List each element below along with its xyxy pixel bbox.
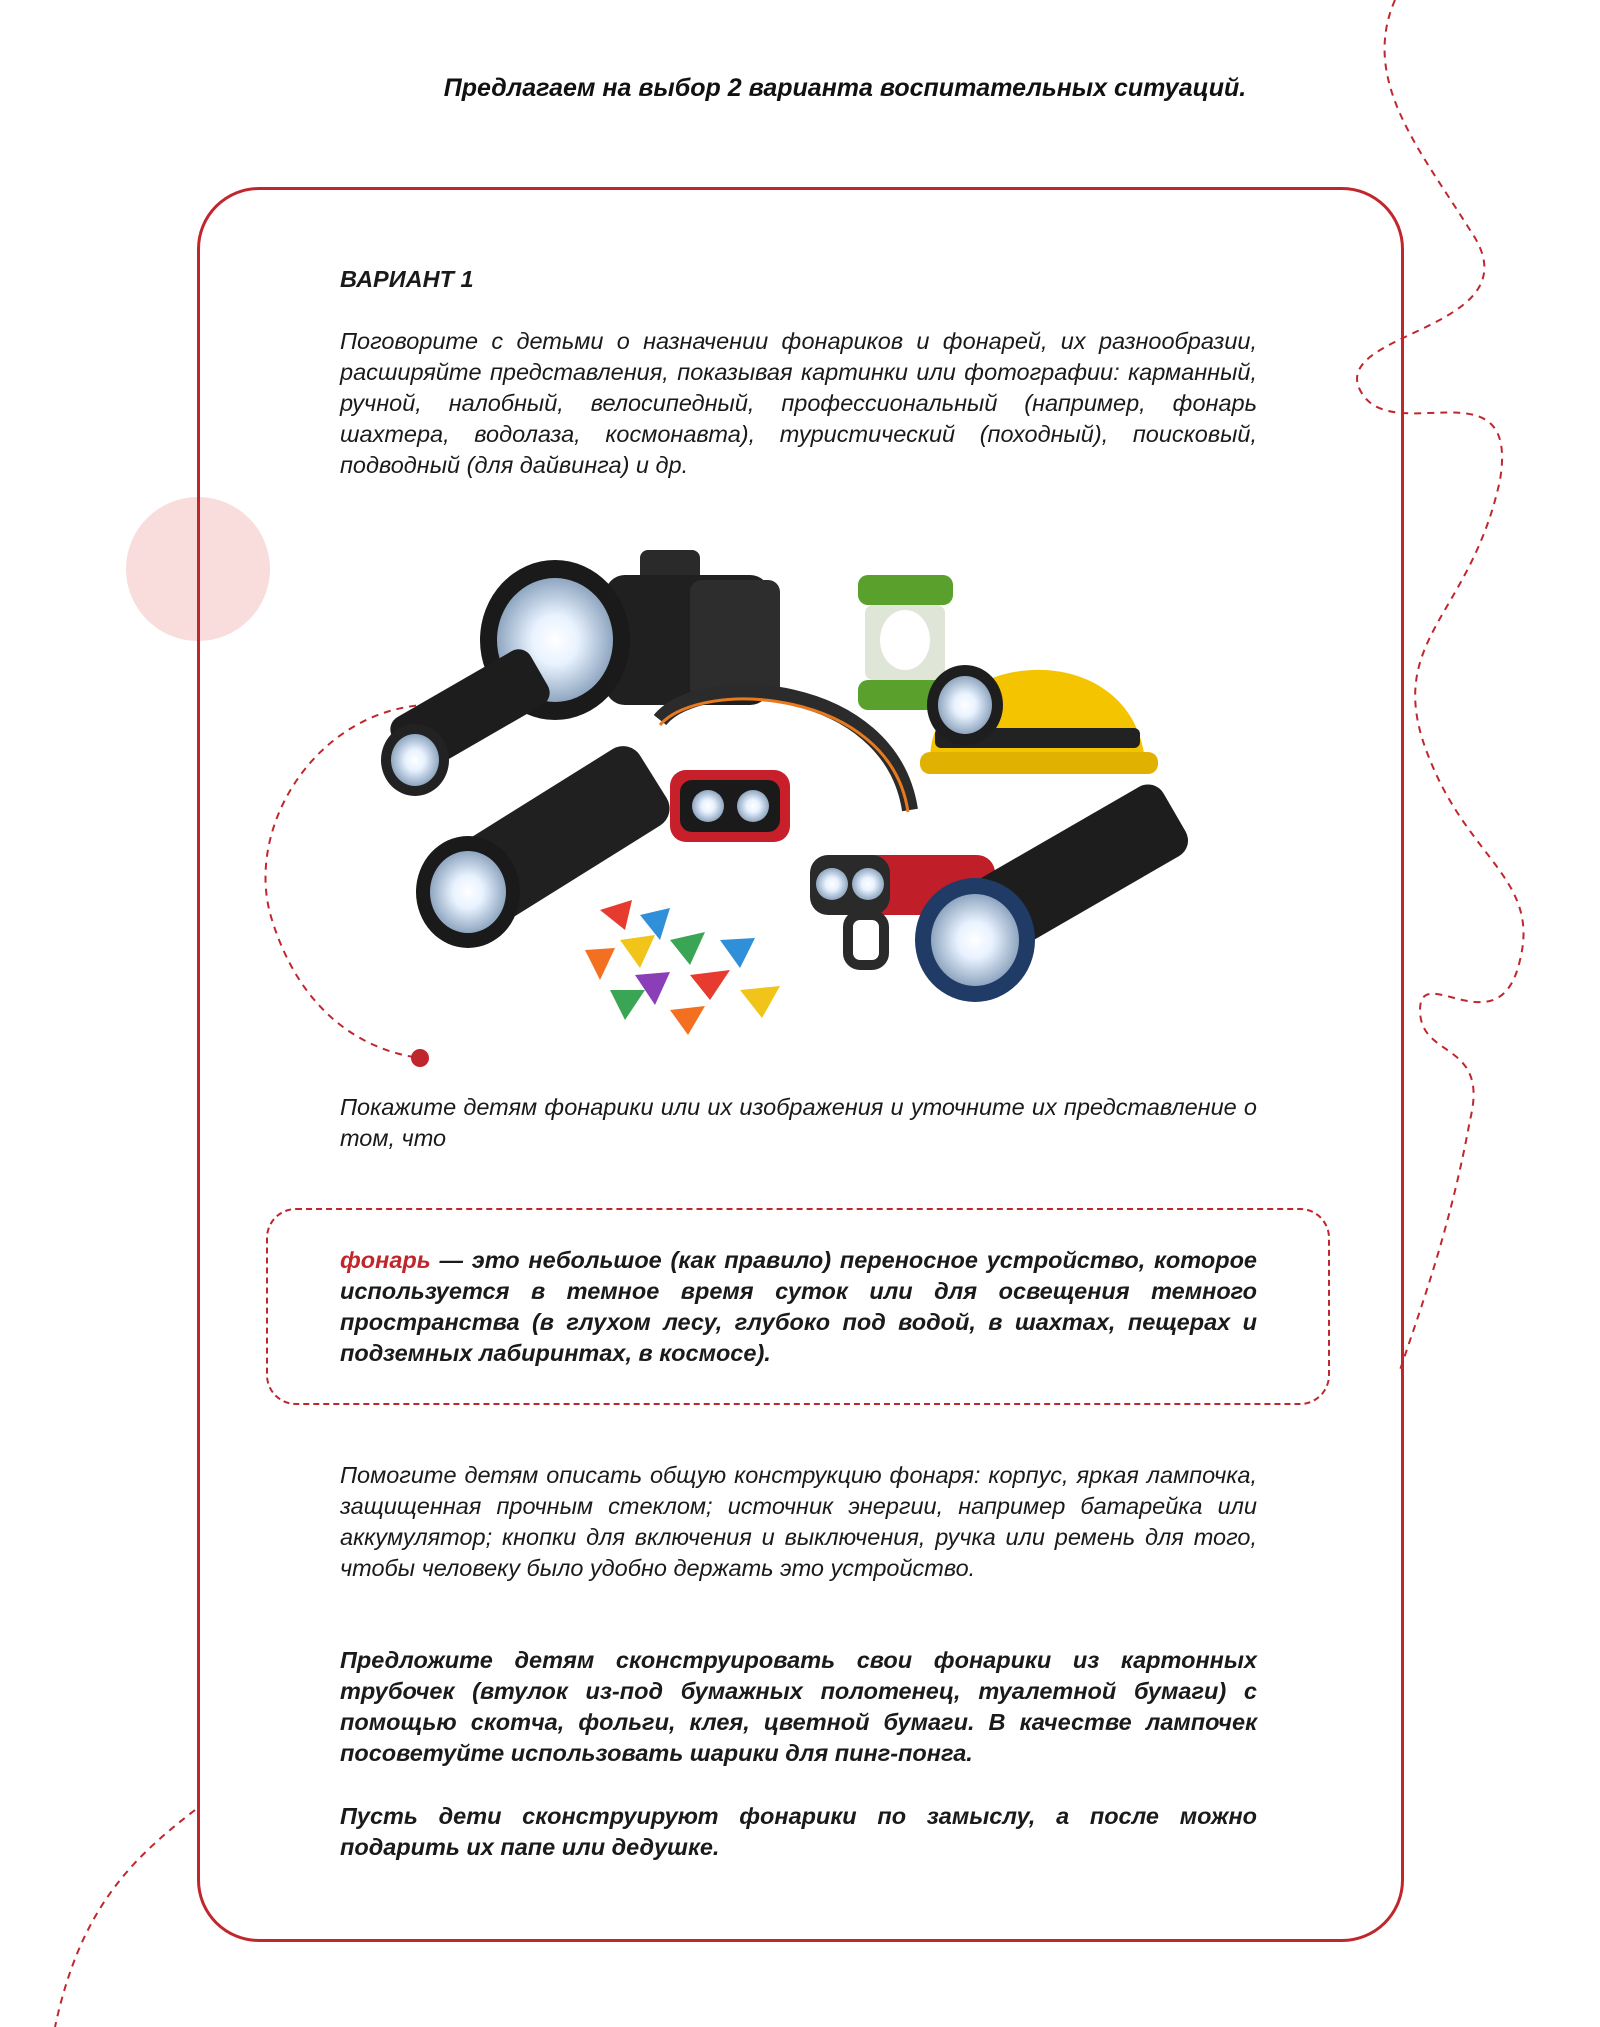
paper-confetti: [585, 900, 780, 1035]
definition-body: — это небольшое (как правило) переносное устройство, которое используется в темное время суток или для освещения темного пространства (в глухом лесу, глубоко под водой, в шахтах, пещерах и подземных лабиринтах, в космосе).: [340, 1247, 1257, 1366]
show-paragraph: Покажите детям фонарики или их изображения и уточните их представление о том, что: [340, 1094, 1257, 1151]
left-bottom-dashed-line: [55, 1810, 195, 2027]
definition-term: фонарь: [340, 1247, 431, 1273]
definition-text: [340, 1245, 1257, 1369]
intro-paragraph: Поговорите с детьми о назначении фонариков и фонарей, их разнообразии, расширяйте представления, показывая картинки или фотографии: карманный, ручной, налобный, велосипедный, профессиональный (например, фонарь шахтера, водолаза, космонавта), туристический (походный), поисковый, подводный (для дайвинга) и др.: [340, 328, 1257, 478]
variant-title: ВАРИАНТ 1: [340, 266, 474, 292]
flashlights-illustration: [370, 520, 1250, 1080]
flashlight-icon: [381, 644, 555, 796]
craft-paragraph: Предложите детям сконструировать свои фонарики из картонных трубочек (втулок из-под бумажных полотенец, туалетной бумаги) с помощью скотча, фольги, клея, цветной бумаги. В качестве лампочек посоветуйте использовать шарики для пинг-понга.: [340, 1647, 1257, 1766]
diving-torch-icon: [915, 778, 1195, 1002]
headlamp-icon: [660, 692, 910, 842]
hard-hat-icon: [920, 665, 1158, 774]
flashlight-icon: [416, 739, 677, 948]
construction-paragraph: Помогите детям описать общую конструкцию фонаря: корпус, яркая лампочка, защищенная прочным стеклом; источник энергии, например батарейка или аккумулятор; кнопки для включения и выключения, ручка или ремень для того, чтобы человеку было удобно держать это устройство.: [340, 1462, 1257, 1581]
page-header: Предлагаем на выбор 2 варианта воспитательных ситуаций.: [443, 74, 1247, 102]
gift-paragraph: Пусть дети сконструируют фонарики по замыслу, а после можно подарить их папе или дедушке.: [340, 1803, 1257, 1860]
